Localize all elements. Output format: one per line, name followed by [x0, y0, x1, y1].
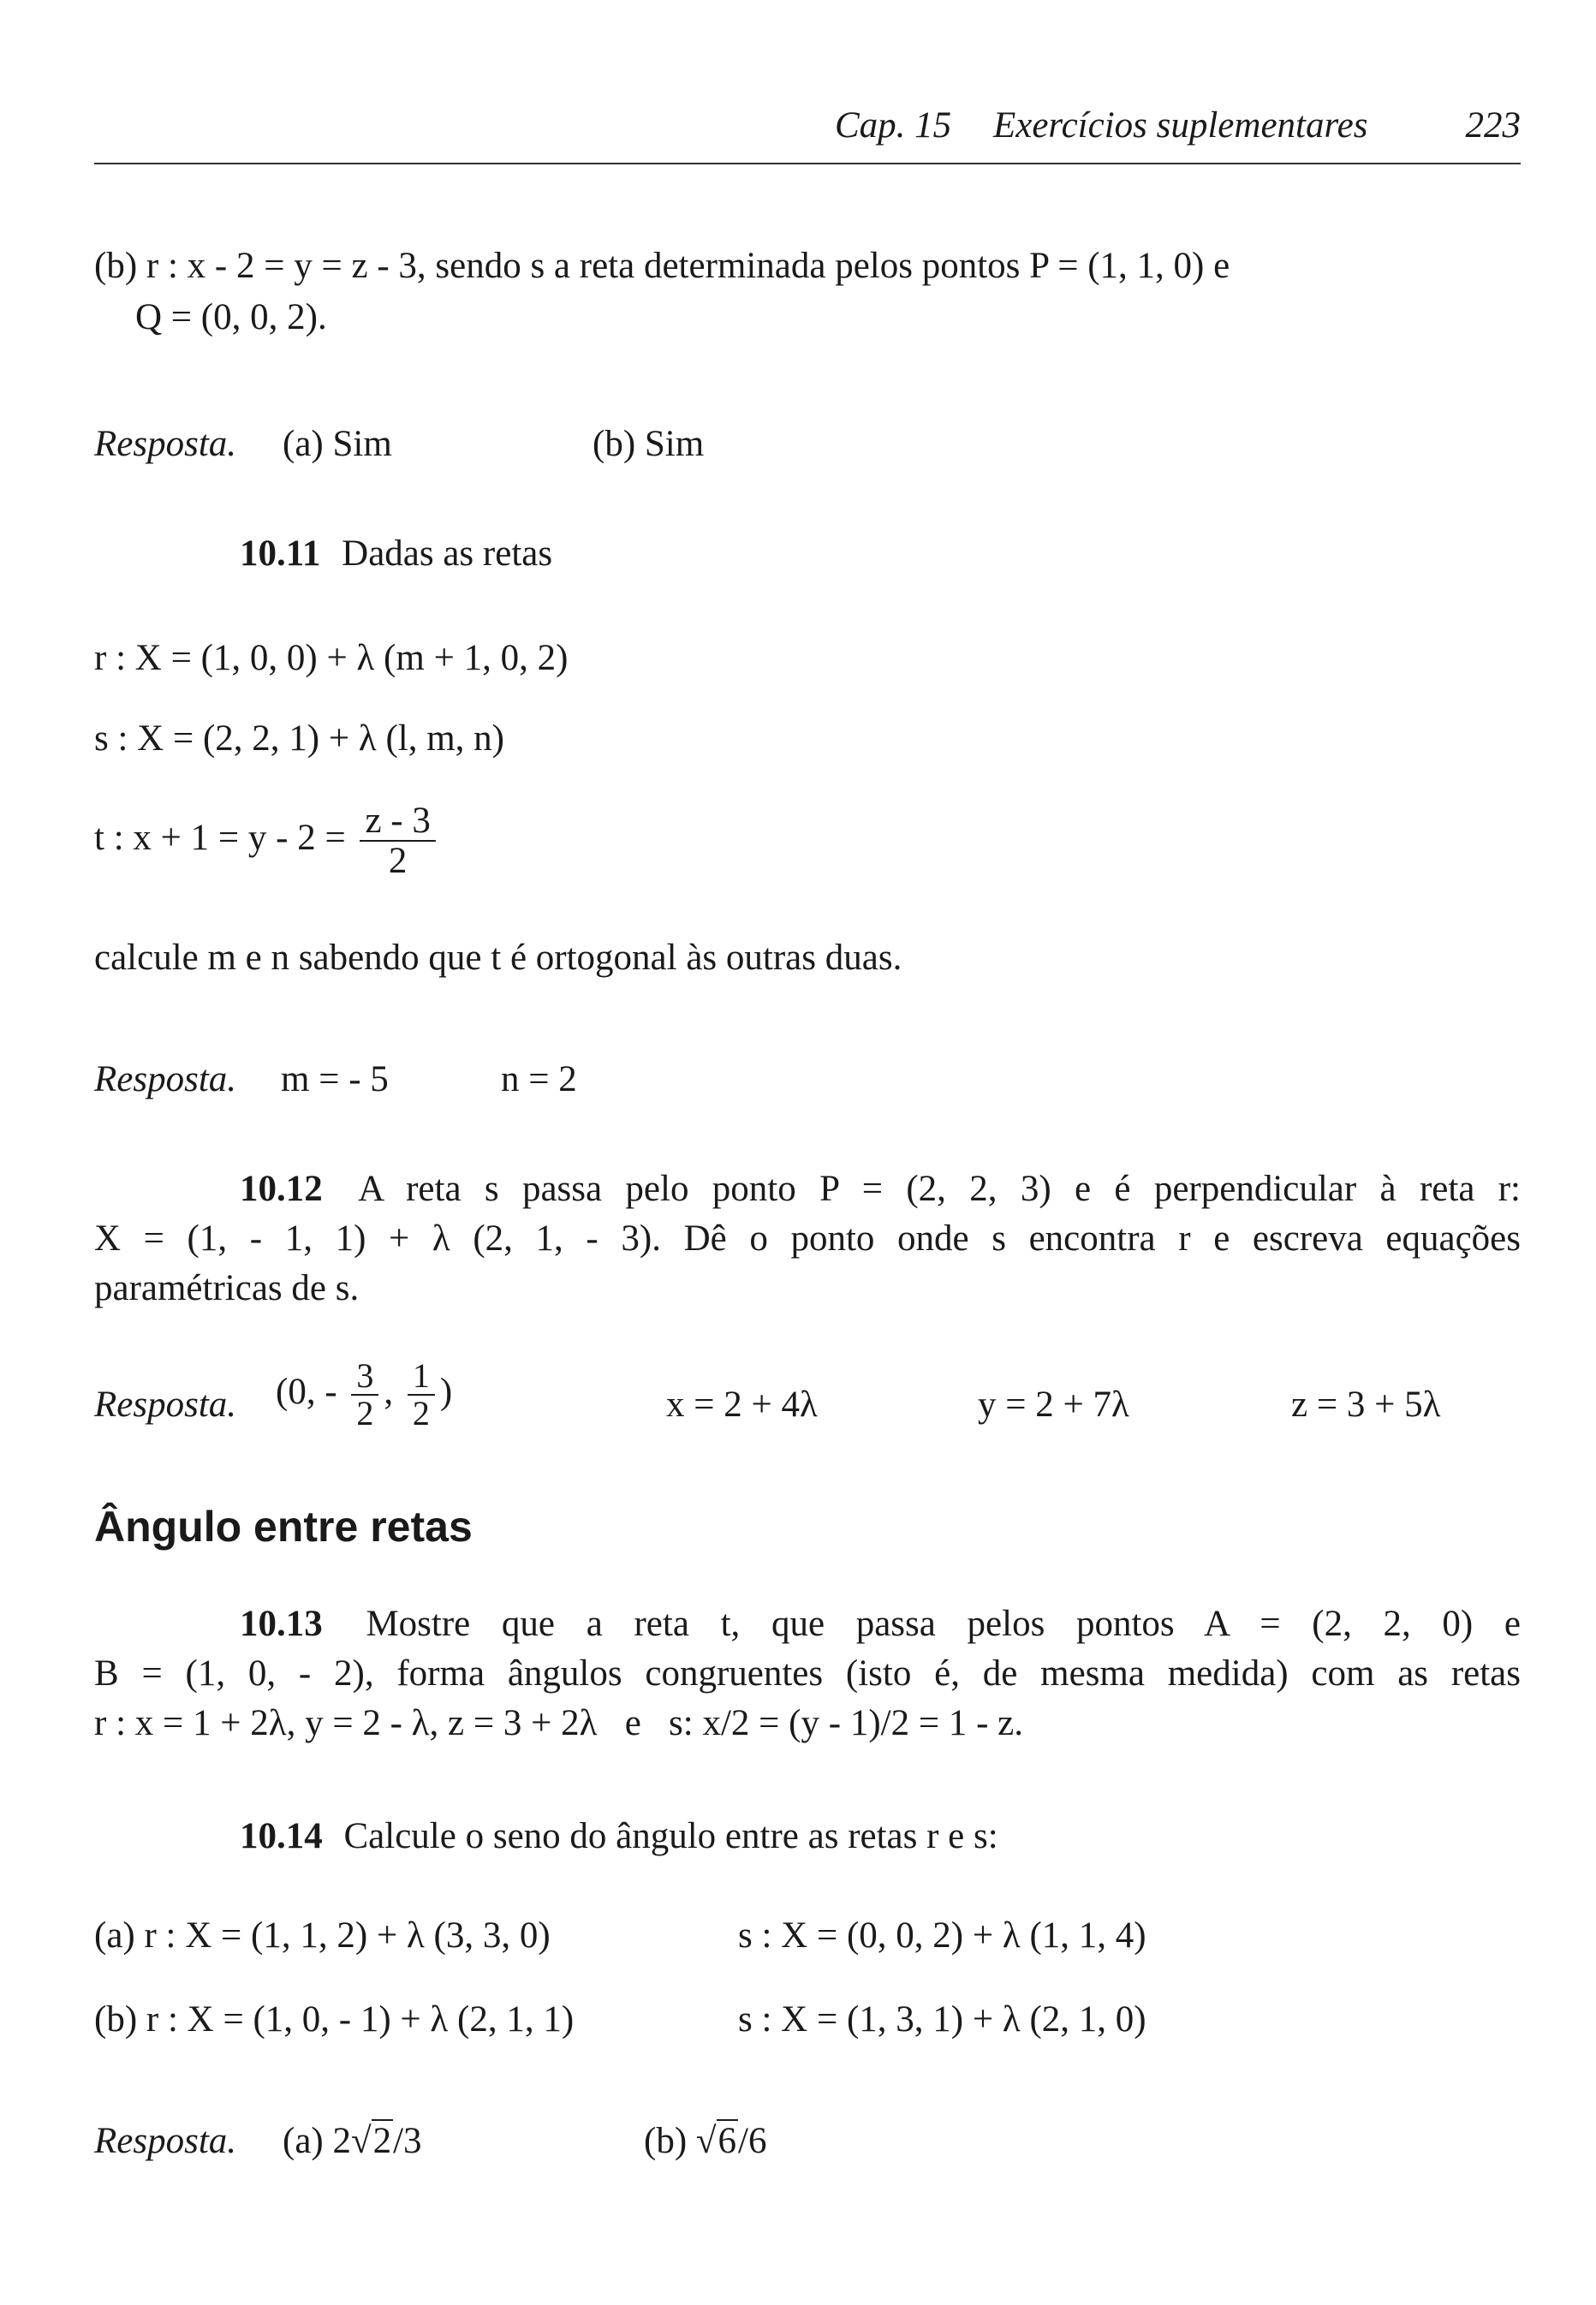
exercise-10-11-heading	[240, 529, 552, 579]
answer-prefix: (b)	[644, 2121, 688, 2161]
running-header	[94, 101, 1521, 164]
fraction-denominator: 2	[412, 1394, 430, 1432]
fraction-1-2	[408, 1358, 435, 1432]
fraction-numerator: z - 3	[360, 801, 435, 842]
point-close: )	[439, 1371, 453, 1412]
answer-z: z = 3 + 5λ	[1291, 1385, 1441, 1425]
fraction-numerator: 3	[351, 1358, 378, 1396]
answer-label: Resposta.	[94, 424, 237, 464]
sqrt-radicand: 2	[372, 2121, 392, 2161]
answer-b: (b) Sim	[593, 424, 705, 464]
answer-label: Resposta.	[94, 1059, 237, 1099]
answer-point	[276, 1358, 452, 1432]
exercise-text: Mostre que a reta t, que passa pelos pontos A = (2, 2, 0) e	[366, 1604, 1522, 1644]
line-s-equation: s : X = (0, 0, 2) + λ (1, 1, 4)	[738, 1915, 1146, 1956]
line-r-equation: r : X = (1, 0, 0) + λ (m + 1, 0, 2)	[94, 638, 569, 678]
answer-b	[644, 2117, 766, 2166]
line-s-equation: s : X = (2, 2, 1) + λ (l, m, n)	[94, 718, 505, 759]
fraction-3-2	[351, 1358, 378, 1432]
exercise-10-13-line-3: r : x = 1 + 2λ, y = 2 - λ, z = 3 + 2λ e s: x/2 = (y - 1)/2 = 1 - z.	[94, 1703, 1023, 1743]
exercise-item-b	[94, 241, 1521, 291]
page-number: 223	[1465, 105, 1521, 146]
line-s-equation: s : X = (1, 3, 1) + λ (2, 1, 0)	[738, 1999, 1146, 2040]
exercise-10-12-line-2: X = (1, - 1, 1) + λ (2, 1, - 3). Dê o ponto onde s encontra r e escreva equações	[94, 1218, 1521, 1259]
section-label: Exercícios suplementares	[993, 105, 1368, 146]
comma: ,	[384, 1371, 394, 1412]
fraction-numerator: 1	[408, 1358, 435, 1396]
exercise-10-12-line-3: paramétricas de s.	[94, 1268, 360, 1308]
sqrt-radicand: 6	[718, 2121, 736, 2161]
exercise-text: A reta s passa pelo ponto P = (2, 2, 3) e é perpendicular à reta r:	[358, 1169, 1522, 1209]
fraction-denominator: 2	[356, 1394, 374, 1432]
exercise-number: 10.13	[240, 1604, 323, 1644]
item-label: (b)	[94, 1999, 138, 2040]
t-left-side: t : x + 1 = y - 2 =	[94, 818, 346, 859]
answer-prefix: (a) 2	[283, 2121, 351, 2161]
answer-label: Resposta.	[94, 2121, 237, 2161]
sqrt-sign: √	[350, 2121, 372, 2161]
answer-n: n = 2	[501, 1059, 577, 1099]
answer-m: m = - 5	[281, 1059, 389, 1099]
answer-suffix: /6	[738, 2121, 767, 2161]
t-fraction	[360, 801, 435, 880]
exercise-10-13-line-1	[240, 1599, 1521, 1649]
exercise-10-13-line-2: B = (1, 0, - 2), forma ângulos congruentes (isto é, de mesma medida) com as retas	[94, 1653, 1521, 1694]
chapter-label: Cap. 15	[835, 105, 952, 146]
exercise-10-14-item-a	[94, 1911, 551, 1961]
section-title: Ângulo entre retas	[94, 1503, 473, 1551]
answer-x: x = 2 + 4λ	[666, 1385, 818, 1425]
exercise-number: 10.14	[240, 1816, 323, 1856]
answer-y: y = 2 + 7λ	[978, 1385, 1129, 1425]
exercise-number: 10.12	[240, 1169, 323, 1209]
item-label: (b)	[94, 246, 138, 286]
exercise-intro: Dadas as retas	[342, 533, 553, 574]
line-t-equation	[94, 801, 441, 880]
fraction-denominator: 2	[388, 841, 408, 882]
exercise-task: calcule m e n sabendo que t é ortogonal às outras duas.	[94, 938, 902, 978]
answer-a: (a) Sim	[283, 424, 392, 464]
item-line-2: Q = (0, 0, 2).	[135, 297, 327, 337]
exercise-intro: Calcule o seno do ângulo entre as retas r e s:	[343, 1816, 998, 1856]
item-line-1: r : x - 2 = y = z - 3, sendo s a reta determinada pelos pontos P = (1, 1, 0) e	[146, 246, 1230, 286]
exercise-number: 10.11	[240, 533, 321, 574]
sqrt-sign: √	[695, 2121, 717, 2161]
answer-suffix: /3	[393, 2121, 422, 2161]
line-r-equation: r : X = (1, 0, - 1) + λ (2, 1, 1)	[146, 1999, 575, 2040]
point-open: (0, -	[276, 1371, 337, 1412]
exercise-10-14-heading	[240, 1812, 998, 1861]
exercise-10-12-line-1	[240, 1164, 1521, 1214]
item-label: (a)	[94, 1915, 135, 1956]
answer-label: Resposta.	[94, 1385, 237, 1425]
line-r-equation: r : X = (1, 1, 2) + λ (3, 3, 0)	[144, 1915, 551, 1956]
answer-a	[283, 2117, 422, 2166]
exercise-10-14-item-b	[94, 1995, 574, 2045]
